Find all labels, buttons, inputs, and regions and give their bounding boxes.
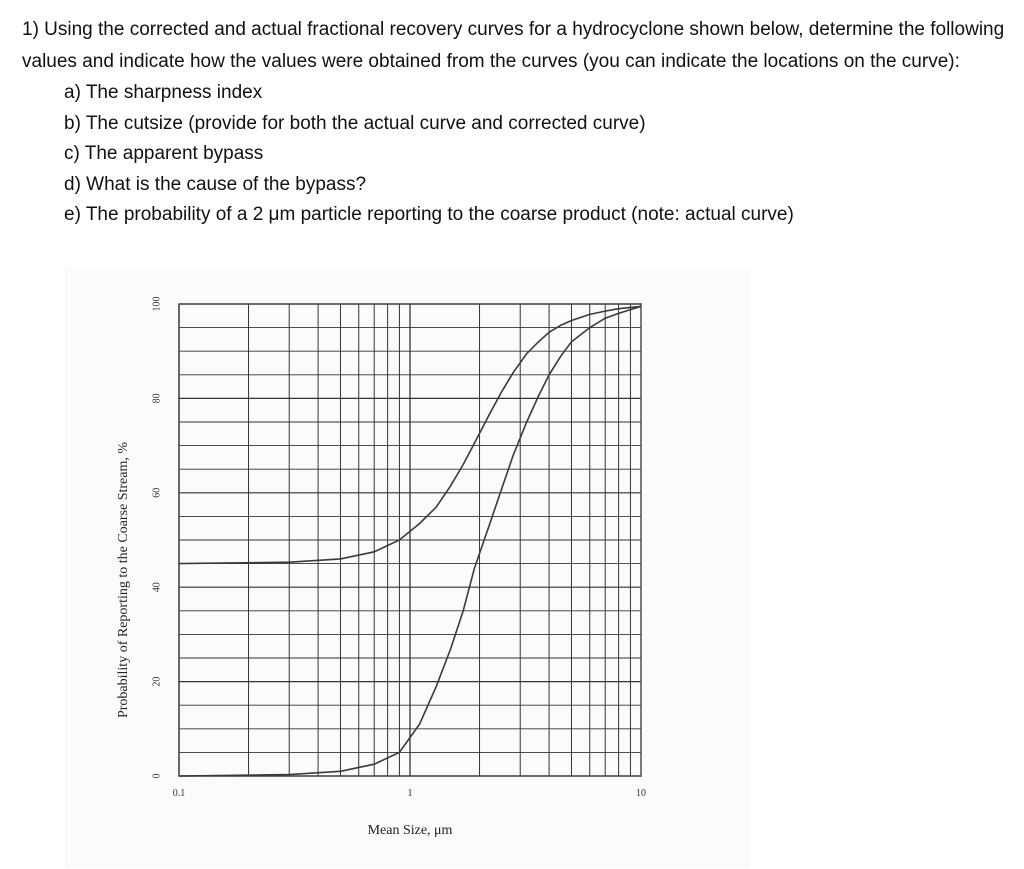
question-part-c: c) The apparent bypass [64, 143, 264, 164]
question-part-a: a) The sharpness index [64, 82, 263, 103]
recovery-curve-figure [65, 268, 750, 868]
x-tick-10: 10 [636, 788, 646, 799]
x-tick-1: 1 [407, 788, 413, 799]
question-part-d: d) What is the cause of the bypass? [64, 173, 367, 195]
x-tick-labels [173, 788, 646, 799]
y-tick-60: 60 [151, 487, 163, 498]
y-tick-labels [151, 297, 162, 779]
y-tick-20: 20 [151, 676, 163, 687]
question-part-e: e) The probability of a 2 μm particle reporting to the coarse product (note: actual curve) [64, 204, 794, 225]
chart-grid [179, 304, 641, 776]
x-axis-label: Mean Size, μm [367, 823, 453, 838]
x-tick-0-1: 0.1 [172, 788, 186, 799]
y-tick-0: 0 [151, 773, 163, 779]
question-intro: 1) Using the corrected and actual fractional recovery curves for a hydrocyclone shown below, determine the following values and indicate how the values were obtained from the curves (you can indicate the locations on the curve): [22, 19, 1005, 72]
y-axis-label: Probability of Reporting to the Coarse Stream, % [116, 441, 131, 719]
y-tick-100: 100 [151, 296, 163, 312]
y-tick-80: 80 [151, 393, 163, 404]
question-part-b: b) The cutsize (provide for both the actual curve and corrected curve) [64, 112, 646, 134]
question-parts [22, 78, 1012, 231]
y-tick-40: 40 [151, 582, 163, 593]
recovery-chart [65, 268, 750, 868]
question-block [22, 14, 1012, 231]
